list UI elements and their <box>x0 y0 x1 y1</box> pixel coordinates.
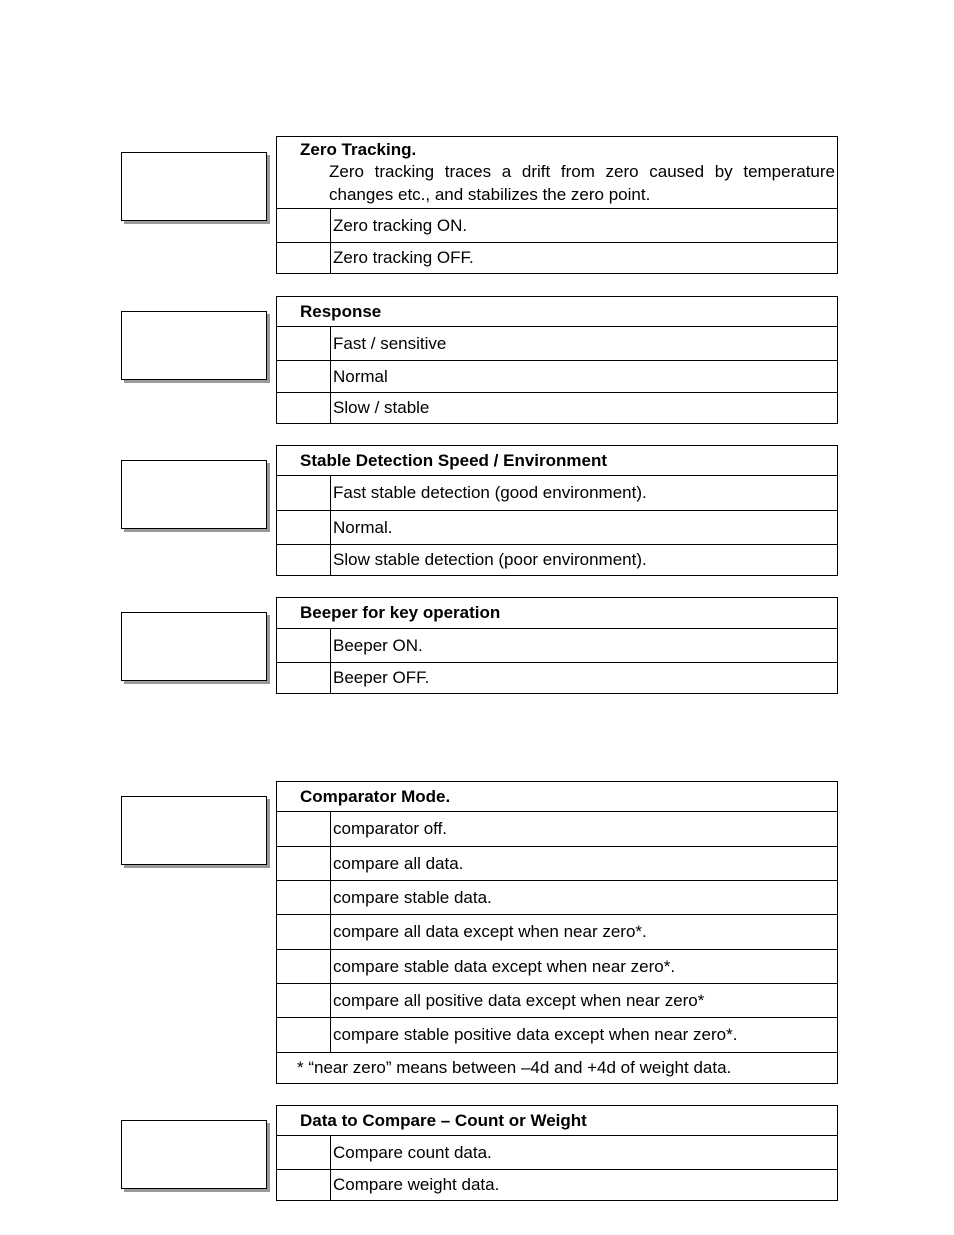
option-text: compare all positive data except when near zero* <box>333 990 705 1010</box>
setting-display-stable-detection <box>121 460 267 529</box>
table-row <box>277 243 837 273</box>
setting-code-cell <box>277 1018 331 1052</box>
zero-tracking-table <box>276 136 838 274</box>
section-title: Response <box>300 301 382 321</box>
table-header <box>277 1106 837 1136</box>
setting-code-cell <box>277 209 331 242</box>
setting-code-cell <box>277 950 331 983</box>
table-row <box>277 327 837 361</box>
setting-code-cell <box>277 545 331 575</box>
setting-display-zero-tracking <box>121 152 267 221</box>
table-row <box>277 984 837 1018</box>
table-row <box>277 545 837 575</box>
response-table <box>276 296 838 424</box>
setting-code-cell <box>277 1170 331 1200</box>
setting-code-cell <box>277 511 331 544</box>
option-text: Slow / stable <box>333 398 430 417</box>
table-header <box>277 446 837 476</box>
setting-code-cell <box>277 984 331 1017</box>
table-row <box>277 361 837 393</box>
option-text: Normal <box>333 366 388 386</box>
table-row <box>277 847 837 881</box>
table-row <box>277 476 837 511</box>
table-row <box>277 1136 837 1170</box>
table-row <box>277 915 837 950</box>
option-text: Fast / sensitive <box>333 333 447 353</box>
section-title: Stable Detection Speed / Environment <box>300 450 608 470</box>
beeper-table <box>276 597 838 694</box>
table-row <box>277 881 837 915</box>
option-text: Fast stable detection (good environment). <box>333 483 647 502</box>
setting-code-cell <box>277 393 331 423</box>
table-header <box>277 137 837 209</box>
data-to-compare-table <box>276 1105 838 1201</box>
table-row <box>277 1170 837 1200</box>
option-text: Normal. <box>333 517 393 537</box>
comparator-mode-table <box>276 781 838 1084</box>
option-text: Zero tracking OFF. <box>333 248 474 267</box>
setting-code-cell <box>277 812 331 846</box>
setting-code-cell <box>277 361 331 392</box>
table-row <box>277 663 837 693</box>
setting-code-cell <box>277 663 331 693</box>
setting-code-cell <box>277 476 331 510</box>
stable-detection-table <box>276 445 838 576</box>
table-row <box>277 950 837 984</box>
section-title: Beeper for key operation <box>300 603 501 622</box>
option-text: compare all data except when near zero*. <box>333 922 647 941</box>
table-row <box>277 393 837 423</box>
setting-display-response <box>121 311 267 380</box>
option-text: Compare weight data. <box>333 1175 500 1194</box>
option-text: Zero tracking ON. <box>333 215 468 235</box>
option-text: Beeper ON. <box>333 635 423 655</box>
table-footnote: * “near zero” means between –4d and +4d of weight data. <box>277 1052 837 1083</box>
table-header <box>277 297 837 327</box>
table-header <box>277 782 837 812</box>
option-text: Beeper OFF. <box>333 668 430 687</box>
section-title: Data to Compare – Count or Weight <box>300 1110 587 1130</box>
table-row <box>277 511 837 545</box>
table-row <box>277 209 837 243</box>
setting-code-cell <box>277 1136 331 1169</box>
setting-code-cell <box>277 847 331 880</box>
table-row <box>277 1018 837 1052</box>
option-text: Compare count data. <box>333 1142 492 1162</box>
setting-code-cell <box>277 327 331 360</box>
setting-code-cell <box>277 915 331 949</box>
option-text: comparator off. <box>333 819 448 838</box>
setting-code-cell <box>277 881 331 914</box>
option-text: Slow stable detection (poor environment). <box>333 550 647 569</box>
table-row <box>277 629 837 663</box>
option-text: compare stable positive data except when near zero*. <box>333 1025 738 1044</box>
section-title: Zero Tracking. <box>300 140 417 159</box>
setting-display-data-to-compare <box>121 1120 267 1189</box>
setting-display-beeper <box>121 612 267 681</box>
table-row <box>277 812 837 847</box>
setting-code-cell <box>277 243 331 273</box>
table-header <box>277 598 837 629</box>
section-description: Zero tracking traces a drift from zero caused by temperature changes etc., and stabilizes the zero point. <box>329 162 835 204</box>
option-text: compare all data. <box>333 853 464 873</box>
setting-display-comparator-mode <box>121 796 267 865</box>
section-title: Comparator Mode. <box>300 786 451 806</box>
setting-code-cell <box>277 629 331 662</box>
option-text: compare stable data except when near zero*. <box>333 956 676 976</box>
option-text: compare stable data. <box>333 887 492 907</box>
